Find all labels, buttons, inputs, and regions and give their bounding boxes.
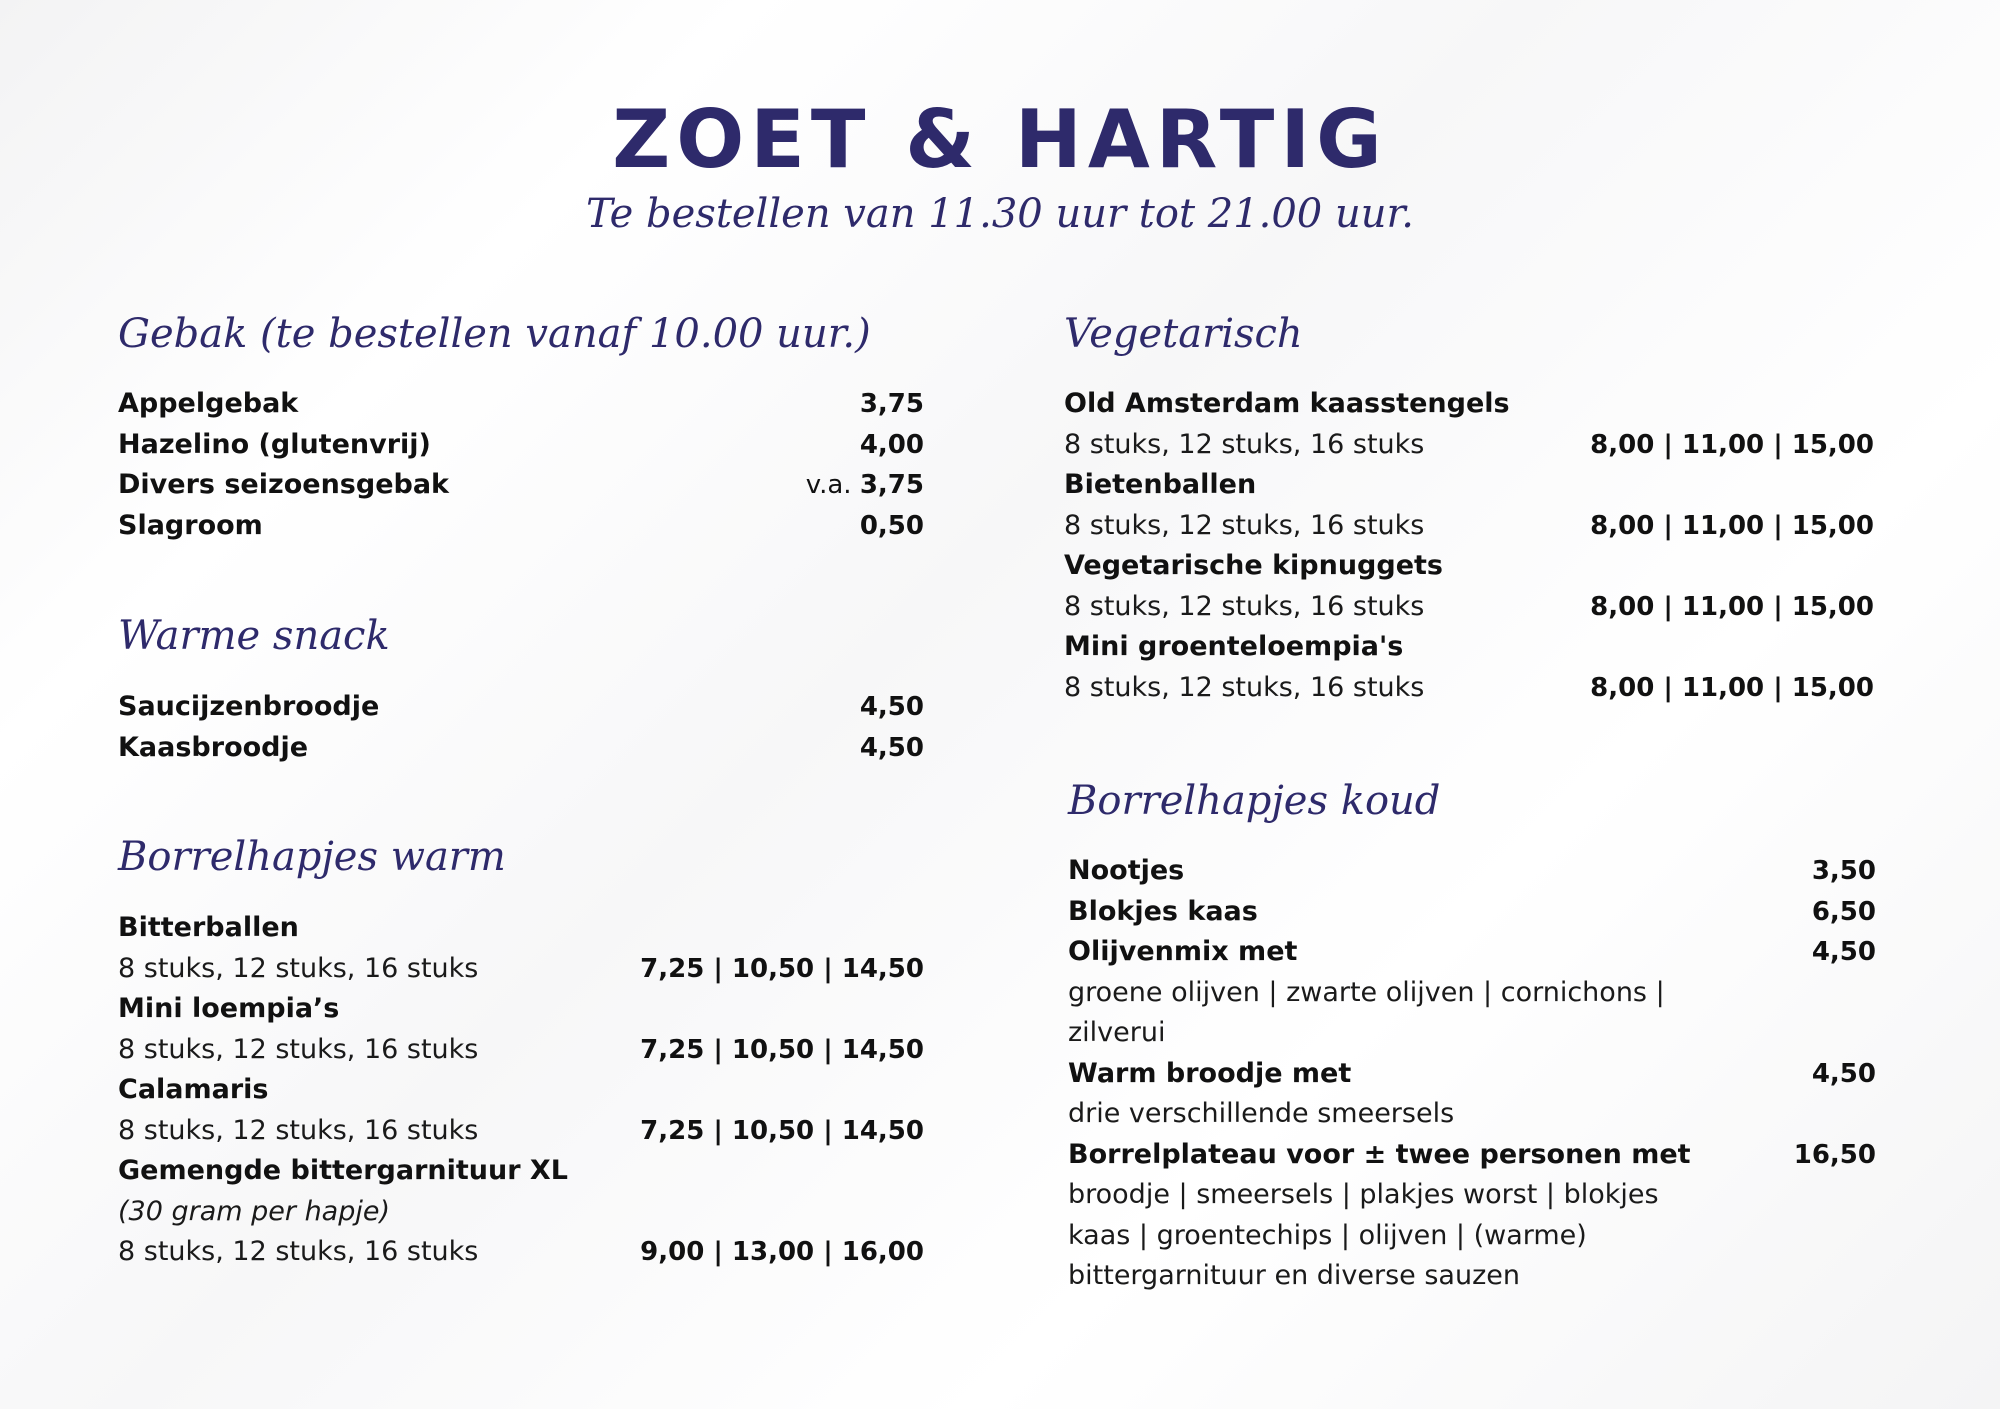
section-title-borrelhapjes-koud: Borrelhapjes koud — [1068, 778, 1441, 824]
menu-list-gebak — [118, 384, 924, 546]
menu-item-detail — [1064, 587, 1874, 628]
menu-list-borrelhapjes-warm — [118, 908, 924, 1273]
item-portions: 8 stuks, 12 stuks, 16 stuks — [118, 1236, 479, 1267]
price-prefix: v.a. — [805, 470, 860, 500]
item-description-line: groene olijven | zwarte olijven | cornichons | — [1068, 976, 1665, 1008]
menu-item — [1068, 892, 1876, 933]
item-price — [860, 506, 924, 546]
menu-item — [118, 989, 924, 1030]
menu-item-detail — [118, 1232, 924, 1273]
item-description — [1068, 1175, 1876, 1216]
item-name: Blokjes kaas — [1068, 895, 1258, 927]
item-price: 9,00 | 13,00 | 16,00 — [640, 1237, 924, 1267]
price-value: 3,75 — [859, 470, 924, 500]
item-name: Saucijzenbroodje — [118, 691, 380, 722]
item-price: 4,50 — [1811, 1058, 1876, 1089]
menu-item — [1068, 1054, 1876, 1095]
menu-item-detail — [118, 949, 924, 990]
item-price: 3,50 — [1811, 856, 1876, 886]
item-price: 8,00 | 11,00 | 15,00 — [1590, 510, 1874, 541]
item-name: Calamaris — [118, 1074, 269, 1105]
item-portions: 8 stuks, 12 stuks, 16 stuks — [1064, 509, 1425, 541]
menu-item — [1068, 851, 1876, 892]
item-price: 4,50 — [859, 732, 924, 763]
item-price: 8,00 | 11,00 | 15,00 — [1590, 591, 1874, 622]
menu-item — [118, 425, 924, 466]
item-portions: 8 stuks, 12 stuks, 16 stuks — [1064, 428, 1425, 460]
item-price — [860, 384, 924, 424]
section-title-borrelhapjes-warm: Borrelhapjes warm — [118, 834, 506, 880]
menu-item-detail — [1064, 506, 1874, 547]
menu-item — [1064, 465, 1874, 506]
menu-item-note — [118, 1192, 924, 1233]
menu-item — [118, 1151, 924, 1192]
price-value: 0,50 — [859, 510, 924, 541]
item-portions: 8 stuks, 12 stuks, 16 stuks — [1064, 671, 1425, 703]
item-name: Old Amsterdam kaasstengels — [1064, 388, 1510, 419]
menu-item-detail — [1064, 668, 1874, 709]
item-portions: 8 stuks, 12 stuks, 16 stuks — [1064, 590, 1425, 622]
item-price: 8,00 | 11,00 | 15,00 — [1590, 672, 1874, 703]
item-description — [1068, 1013, 1876, 1054]
item-name: Olijvenmix met — [1068, 936, 1298, 967]
item-name: Mini loempia’s — [118, 993, 340, 1024]
page-title: ZOET & HARTIG — [612, 93, 1388, 186]
menu-list-borrelhapjes-koud — [1068, 851, 1876, 1297]
menu-item — [1068, 1135, 1876, 1176]
menu-item — [118, 384, 924, 425]
menu-item — [1064, 627, 1874, 668]
menu-item — [118, 506, 924, 547]
price-value: 4,00 — [859, 429, 924, 460]
menu-list-warme-snack — [118, 687, 924, 768]
menu-item — [118, 465, 924, 506]
item-name: Gemengde bittergarnituur XL — [118, 1155, 568, 1186]
item-description-line: broodje | smeersels | plakjes worst | blokjes — [1068, 1179, 1659, 1210]
item-description-line: zilverui — [1068, 1017, 1166, 1048]
item-description-line: bittergarnituur en diverse sauzen — [1068, 1260, 1520, 1291]
menu-item-detail — [118, 1030, 924, 1071]
item-name: Kaasbroodje — [118, 731, 309, 763]
item-price: 7,25 | 10,50 | 14,50 — [640, 1115, 924, 1146]
item-name: Divers seizoensgebak — [118, 469, 450, 500]
menu-item — [1064, 384, 1874, 425]
section-title-gebak: Gebak (te bestellen vanaf 10.00 uur.) — [118, 311, 871, 357]
item-description — [1068, 1256, 1876, 1297]
item-name: Slagroom — [118, 509, 263, 541]
item-portions: 8 stuks, 12 stuks, 16 stuks — [118, 1033, 479, 1065]
item-price — [860, 425, 924, 465]
item-name: Bietenballen — [1064, 469, 1257, 500]
item-price: 8,00 | 11,00 | 15,00 — [1590, 429, 1874, 460]
menu-item — [118, 728, 924, 769]
item-portions: 8 stuks, 12 stuks, 16 stuks — [118, 952, 479, 984]
item-description — [1068, 1094, 1876, 1135]
item-description — [1068, 973, 1876, 1014]
item-name: Hazelino (glutenvrij) — [118, 428, 431, 460]
menu-item-detail — [118, 1111, 924, 1152]
price-value: 3,75 — [859, 389, 924, 419]
item-price — [806, 465, 924, 505]
section-title-warme-snack: Warme snack — [118, 613, 390, 659]
menu-item — [1068, 932, 1876, 973]
item-description-line: kaas | groentechips | olijven | (warme) — [1068, 1219, 1587, 1251]
item-name: Warm broodje met — [1068, 1057, 1352, 1089]
item-name: Appelgebak — [118, 388, 299, 419]
item-price: 16,50 — [1793, 1139, 1876, 1170]
menu-item — [1064, 546, 1874, 587]
item-name: Vegetarische kipnuggets — [1064, 550, 1444, 581]
item-name: Bitterballen — [118, 912, 299, 943]
menu-item — [118, 908, 924, 949]
page-subtitle: Te bestellen van 11.30 uur tot 21.00 uur. — [586, 191, 1414, 237]
menu-list-vegetarisch — [1064, 384, 1874, 708]
menu-item — [118, 1070, 924, 1111]
item-note: (30 gram per hapje) — [118, 1195, 391, 1227]
item-description — [1068, 1216, 1876, 1257]
item-price: 6,50 — [1811, 896, 1876, 927]
section-title-vegetarisch: Vegetarisch — [1064, 311, 1303, 357]
item-portions: 8 stuks, 12 stuks, 16 stuks — [118, 1114, 479, 1146]
item-price: 7,25 | 10,50 | 14,50 — [640, 1034, 924, 1065]
item-price: 4,50 — [859, 692, 924, 722]
item-description-line: drie verschillende smeersels — [1068, 1098, 1455, 1129]
item-price: 7,25 | 10,50 | 14,50 — [640, 953, 924, 984]
item-price: 4,50 — [1811, 937, 1876, 967]
menu-item-detail — [1064, 425, 1874, 466]
item-name: Mini groenteloempia's — [1064, 631, 1404, 662]
item-name: Borrelplateau voor ± twee personen met — [1068, 1138, 1691, 1170]
menu-item — [118, 687, 924, 728]
item-name: Nootjes — [1068, 855, 1185, 886]
